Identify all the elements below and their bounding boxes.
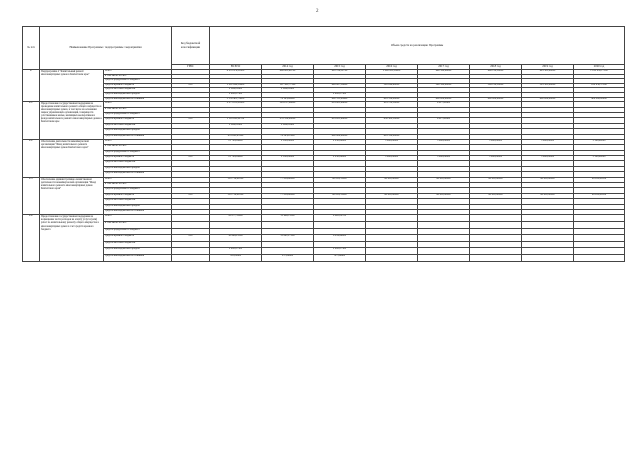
row-number: 4.1. [23, 102, 40, 140]
total-value: 41 877,33000 [210, 215, 262, 222]
year-value [418, 248, 470, 255]
measure-title: Предоставление государственной поддержки на возмещение части расходов на оплату услуг и (или) работ по капитальному ремонту общего имущества в многоквартирных домах в счет средств краевого бюджета [40, 215, 104, 261]
year-value: 2 180,00000 [262, 156, 314, 161]
year-value: 86 452,80000 [470, 193, 522, 198]
header-name: Наименование Программы / подпрограммы / мероприятия [40, 27, 172, 70]
year-value [522, 228, 574, 235]
year-value: 400 000,00000 [470, 97, 522, 102]
header-year: 2020 год [574, 65, 625, 70]
year-value: 77 216,60000 [262, 177, 314, 182]
year-value: 993 303,00000 [522, 70, 574, 75]
grbs-code: 810 [172, 118, 210, 123]
grbs-code [172, 221, 210, 228]
year-value [314, 228, 366, 235]
year-value [366, 235, 418, 242]
funding-source-label: средств федерального бюджета [104, 112, 172, 117]
year-value: 2 445,27500 [314, 92, 366, 97]
year-value [522, 254, 574, 261]
year-value [418, 241, 470, 248]
total-value [210, 221, 262, 228]
year-value: 3 260,00000 [418, 156, 470, 161]
funding-source-label: средств федерального бюджета [104, 150, 172, 155]
grbs-code [172, 254, 210, 261]
total-value: 581 754,81200 [210, 193, 262, 198]
funding-source-label: средств местных бюджетов [104, 199, 172, 204]
year-value: 2 094,21600 [262, 123, 314, 128]
funding-source-label: средств внебюджетных источников [104, 254, 172, 261]
table-row [23, 221, 625, 228]
year-value: 329 237,89600 [262, 102, 314, 107]
year-value [418, 235, 470, 242]
funding-source-label: средств местных бюджетов [104, 241, 172, 248]
year-value: 526 096,90000 [366, 83, 418, 88]
measure-title: Обеспечение административно-хозяйственной деятельности некоммерческой организации "Фонд капитального ремонта многоквартирных домов Камчатского края" [40, 177, 104, 215]
table-row [23, 241, 625, 248]
funding-source-label: средств внебюджетных фондов [104, 129, 172, 134]
year-value: 2 230,24000 [314, 139, 366, 144]
year-value: 1 009 413,10000 [366, 70, 418, 75]
row-number: 4. [23, 70, 40, 102]
funding-source-label: средств краевого бюджета [104, 193, 172, 198]
year-value [262, 248, 314, 255]
year-value: 436 382,10000 [366, 118, 418, 123]
funding-source-label: в том числе за счет: [104, 183, 172, 188]
year-value: 31 949,11100 [262, 215, 314, 222]
funding-source-label: средств внебюджетных фондов [104, 248, 172, 255]
grbs-code: 810 [172, 193, 210, 198]
year-value: 79 145,62000 [262, 97, 314, 102]
year-value [522, 221, 574, 228]
header-funding: Объем средств на реализацию Программы [210, 27, 625, 65]
year-value [366, 221, 418, 228]
year-value: 968 130,30000 [470, 70, 522, 75]
funding-source-label: средств краевого бюджета [104, 83, 172, 88]
year-value: 86 452,80000 [470, 177, 522, 182]
year-value: 9 928,22700 [314, 215, 366, 222]
funding-source-label: в том числе за счет: [104, 107, 172, 112]
year-value: 6 954,96000 [314, 235, 366, 242]
total-value: 6 255 478,39300 [210, 70, 262, 75]
year-value: 400 000,00000 [418, 97, 470, 102]
year-value [262, 241, 314, 248]
year-value [418, 215, 470, 222]
table-row [23, 235, 625, 242]
year-value: 569 130,30000 [470, 83, 522, 88]
year-value [470, 235, 522, 242]
funding-source-label: в том числе за счет: [104, 74, 172, 79]
funding-source-label: средств внебюджетных фондов [104, 166, 172, 171]
year-value [262, 221, 314, 228]
table-row [23, 248, 625, 255]
year-value: 2 180,00000 [262, 139, 314, 144]
year-value: 400 533,88400 [314, 97, 366, 102]
funding-source-label: Всего [104, 70, 172, 75]
year-value [470, 221, 522, 228]
year-value: 89 910,91200 [574, 193, 625, 198]
funding-source-label: средств внебюджетных фондов [104, 92, 172, 97]
year-value: 498 807,36800 [314, 83, 366, 88]
year-value: 86 452,80000 [366, 177, 418, 182]
header-year: 2016 год [366, 65, 418, 70]
row-number: 4.4. [23, 215, 40, 261]
year-value: 419 005,96000 [314, 118, 366, 123]
funding-source-label: Всего [104, 215, 172, 222]
grbs-code: 810 [172, 83, 210, 88]
funding-source-label: средств внебюджетных источников [104, 97, 172, 102]
year-value: 3 260,00000 [470, 139, 522, 144]
year-value: 940 322,80000 [418, 70, 470, 75]
year-value: 86 452,80000 [522, 193, 574, 198]
total-value: 21 708,04000 [210, 139, 262, 144]
table-row [23, 215, 625, 222]
row-number: 4.3. [23, 177, 40, 215]
year-value: 79 593,67800 [262, 134, 314, 139]
total-value [210, 228, 262, 235]
year-value [574, 215, 625, 222]
funding-source-label: средств внебюджетных источников [104, 209, 172, 214]
total-value: 2 445,27500 [210, 248, 262, 255]
total-value [210, 241, 262, 248]
funding-source-label: средств краевого бюджета [104, 118, 172, 123]
year-value: 612 950,17500 [574, 83, 625, 88]
year-value [522, 215, 574, 222]
funding-table [22, 26, 625, 262]
funding-source-label: средств федерального бюджета [104, 79, 172, 84]
total-value: 21 708,04000 [210, 156, 262, 161]
year-value: 68 816,33000 [314, 177, 366, 182]
year-value: 668 805,60700 [262, 70, 314, 75]
table-row [23, 228, 625, 235]
year-value [314, 221, 366, 228]
year-value: 327,98400 [314, 254, 366, 261]
year-value: 3 390,40000 [574, 156, 625, 161]
funding-source-label: средств федерального бюджета [104, 188, 172, 193]
year-value: 6 917,41600 [418, 118, 470, 123]
total-value: 38 646,23300 [210, 235, 262, 242]
header-year: 2017 год [418, 65, 470, 70]
year-value: 819 805,94000 [314, 102, 366, 107]
funding-source-label: средств внебюджетных фондов [104, 204, 172, 209]
grbs-code [172, 241, 210, 248]
year-value: 86 452,80000 [522, 177, 574, 182]
year-value: 86 452,80000 [418, 193, 470, 198]
header-number: № п/п [23, 27, 40, 70]
year-value [574, 228, 625, 235]
funding-source-label: Всего [104, 177, 172, 182]
total-value: 1 119 041,22700 [210, 118, 262, 123]
year-value [418, 254, 470, 261]
total-value: 2 075 051,04500 [210, 102, 262, 107]
measure-title: Обеспечение деятельности некоммерческой организации "Фонд капитального ремонта многоквартирных домов Камчатского края" [40, 139, 104, 177]
header-year: 2014 год [262, 65, 314, 70]
year-value [574, 221, 625, 228]
year-value [366, 248, 418, 255]
funding-source-label: средств местных бюджетов [104, 123, 172, 128]
year-value: 483 316,20000 [366, 97, 418, 102]
funding-source-label: средств федерального бюджета [104, 228, 172, 235]
funding-source-label: в том числе за счет: [104, 221, 172, 228]
header-total: ВСЕГО [210, 65, 262, 70]
year-value [262, 228, 314, 235]
funding-source-label: средств внебюджетных источников [104, 172, 172, 177]
funding-source-label: средств краевого бюджета [104, 156, 172, 161]
year-value: 257,84000 [262, 254, 314, 261]
year-value [522, 241, 574, 248]
year-value: 3 260,00000 [522, 139, 574, 144]
year-value: 483 318,20000 [366, 134, 418, 139]
year-value [574, 241, 625, 248]
year-value [366, 215, 418, 222]
year-value: 961 786,52700 [314, 70, 366, 75]
year-value: 919 700,30000 [366, 102, 418, 107]
page-number: 2 [316, 9, 319, 14]
funding-source-label: средств местных бюджетов [104, 161, 172, 166]
total-value: 953 095,87600 [210, 134, 262, 139]
year-value [366, 241, 418, 248]
year-value [314, 241, 366, 248]
table-body [23, 70, 625, 262]
year-value [470, 254, 522, 261]
header-year: 2019 год [522, 65, 574, 70]
measure-title: Предоставление государственной поддержки на проведение капитального ремонта общего имущества в многоквартирных домах, в том числе на основании заявок управляющих организаций, товариществ собственников жилья, жилищных кооперативов и фонда капитального ремонта многоквартирных домов в Камчатском крае [40, 102, 104, 140]
header-code: Код бюджетной классификации [172, 27, 210, 65]
funding-source-label: в том числе за счет: [104, 145, 172, 150]
header-grbs: ГРБС [172, 65, 210, 70]
year-value: 3 260,00000 [366, 156, 418, 161]
grbs-code [172, 248, 210, 255]
grbs-code: 810 [172, 156, 210, 161]
total-value: 1 212 042,50800 [210, 83, 262, 88]
year-value: 2 445,27500 [314, 248, 366, 255]
year-value: 77 216,60000 [262, 193, 314, 198]
year-value: 2 094,21600 [262, 88, 314, 93]
year-value: 540 322,80000 [418, 83, 470, 88]
year-value: 593 303,00000 [522, 83, 574, 88]
grbs-code: 810 [172, 235, 210, 242]
year-value [522, 248, 574, 255]
table-row [23, 254, 625, 261]
year-value: 2 230,24000 [314, 156, 366, 161]
year-value [470, 228, 522, 235]
row-number: 4.2. [23, 139, 40, 177]
year-value: 3 390,40000 [574, 139, 625, 144]
total-value: 2 094,21600 [210, 88, 262, 93]
funding-table-sheet [22, 26, 624, 262]
year-value: 86 452,80000 [418, 177, 470, 182]
total-value: 581 754,81200 [210, 177, 262, 182]
header-year: 2015 год [314, 65, 366, 70]
year-value [574, 254, 625, 261]
grbs-code [172, 215, 210, 222]
year-value: 68 816,33000 [314, 193, 366, 198]
year-value: 3 260,00000 [366, 139, 418, 144]
funding-source-label: средств местных бюджетов [104, 88, 172, 93]
year-value [418, 221, 470, 228]
year-value: 89 910,91200 [574, 177, 625, 182]
year-value: 276 550,00000 [262, 118, 314, 123]
year-value: 167 565,77100 [262, 83, 314, 88]
funding-source-label: средств краевого бюджета [104, 235, 172, 242]
year-value [470, 248, 522, 255]
total-value: 585,82400 [210, 254, 262, 261]
year-value [418, 228, 470, 235]
year-value: 400 800,00000 [314, 134, 366, 139]
year-value: 3 260,00000 [522, 156, 574, 161]
year-value: 3 260,00000 [418, 139, 470, 144]
year-value [366, 228, 418, 235]
total-value: 2 094,21600 [210, 123, 262, 128]
header-year: 2018 год [470, 65, 522, 70]
year-value: 400 000,00000 [574, 97, 625, 102]
year-value: 400 000,00000 [522, 97, 574, 102]
year-value: 3 260,00000 [470, 156, 522, 161]
year-value: 1 012 950,17500 [574, 70, 625, 75]
funding-source-label: Всего [104, 102, 172, 107]
year-value [470, 241, 522, 248]
year-value: 6 917,41600 [418, 102, 470, 107]
year-value [574, 248, 625, 255]
year-value: 86 452,80000 [366, 193, 418, 198]
total-value: 2 445,27500 [210, 92, 262, 97]
total-value: 5 558 401,78200 [210, 97, 262, 102]
year-value: 31 691,27100 [262, 235, 314, 242]
funding-source-label: средств внебюджетных источников [104, 134, 172, 139]
measure-title: Подпрограмма 4 "Капитальный ремонт многоквартирных домов в Камчатском крае" [40, 70, 104, 102]
funding-source-label: Всего [104, 139, 172, 144]
year-value [470, 215, 522, 222]
year-value [574, 235, 625, 242]
grbs-code [172, 228, 210, 235]
year-value [366, 254, 418, 261]
year-value [522, 235, 574, 242]
